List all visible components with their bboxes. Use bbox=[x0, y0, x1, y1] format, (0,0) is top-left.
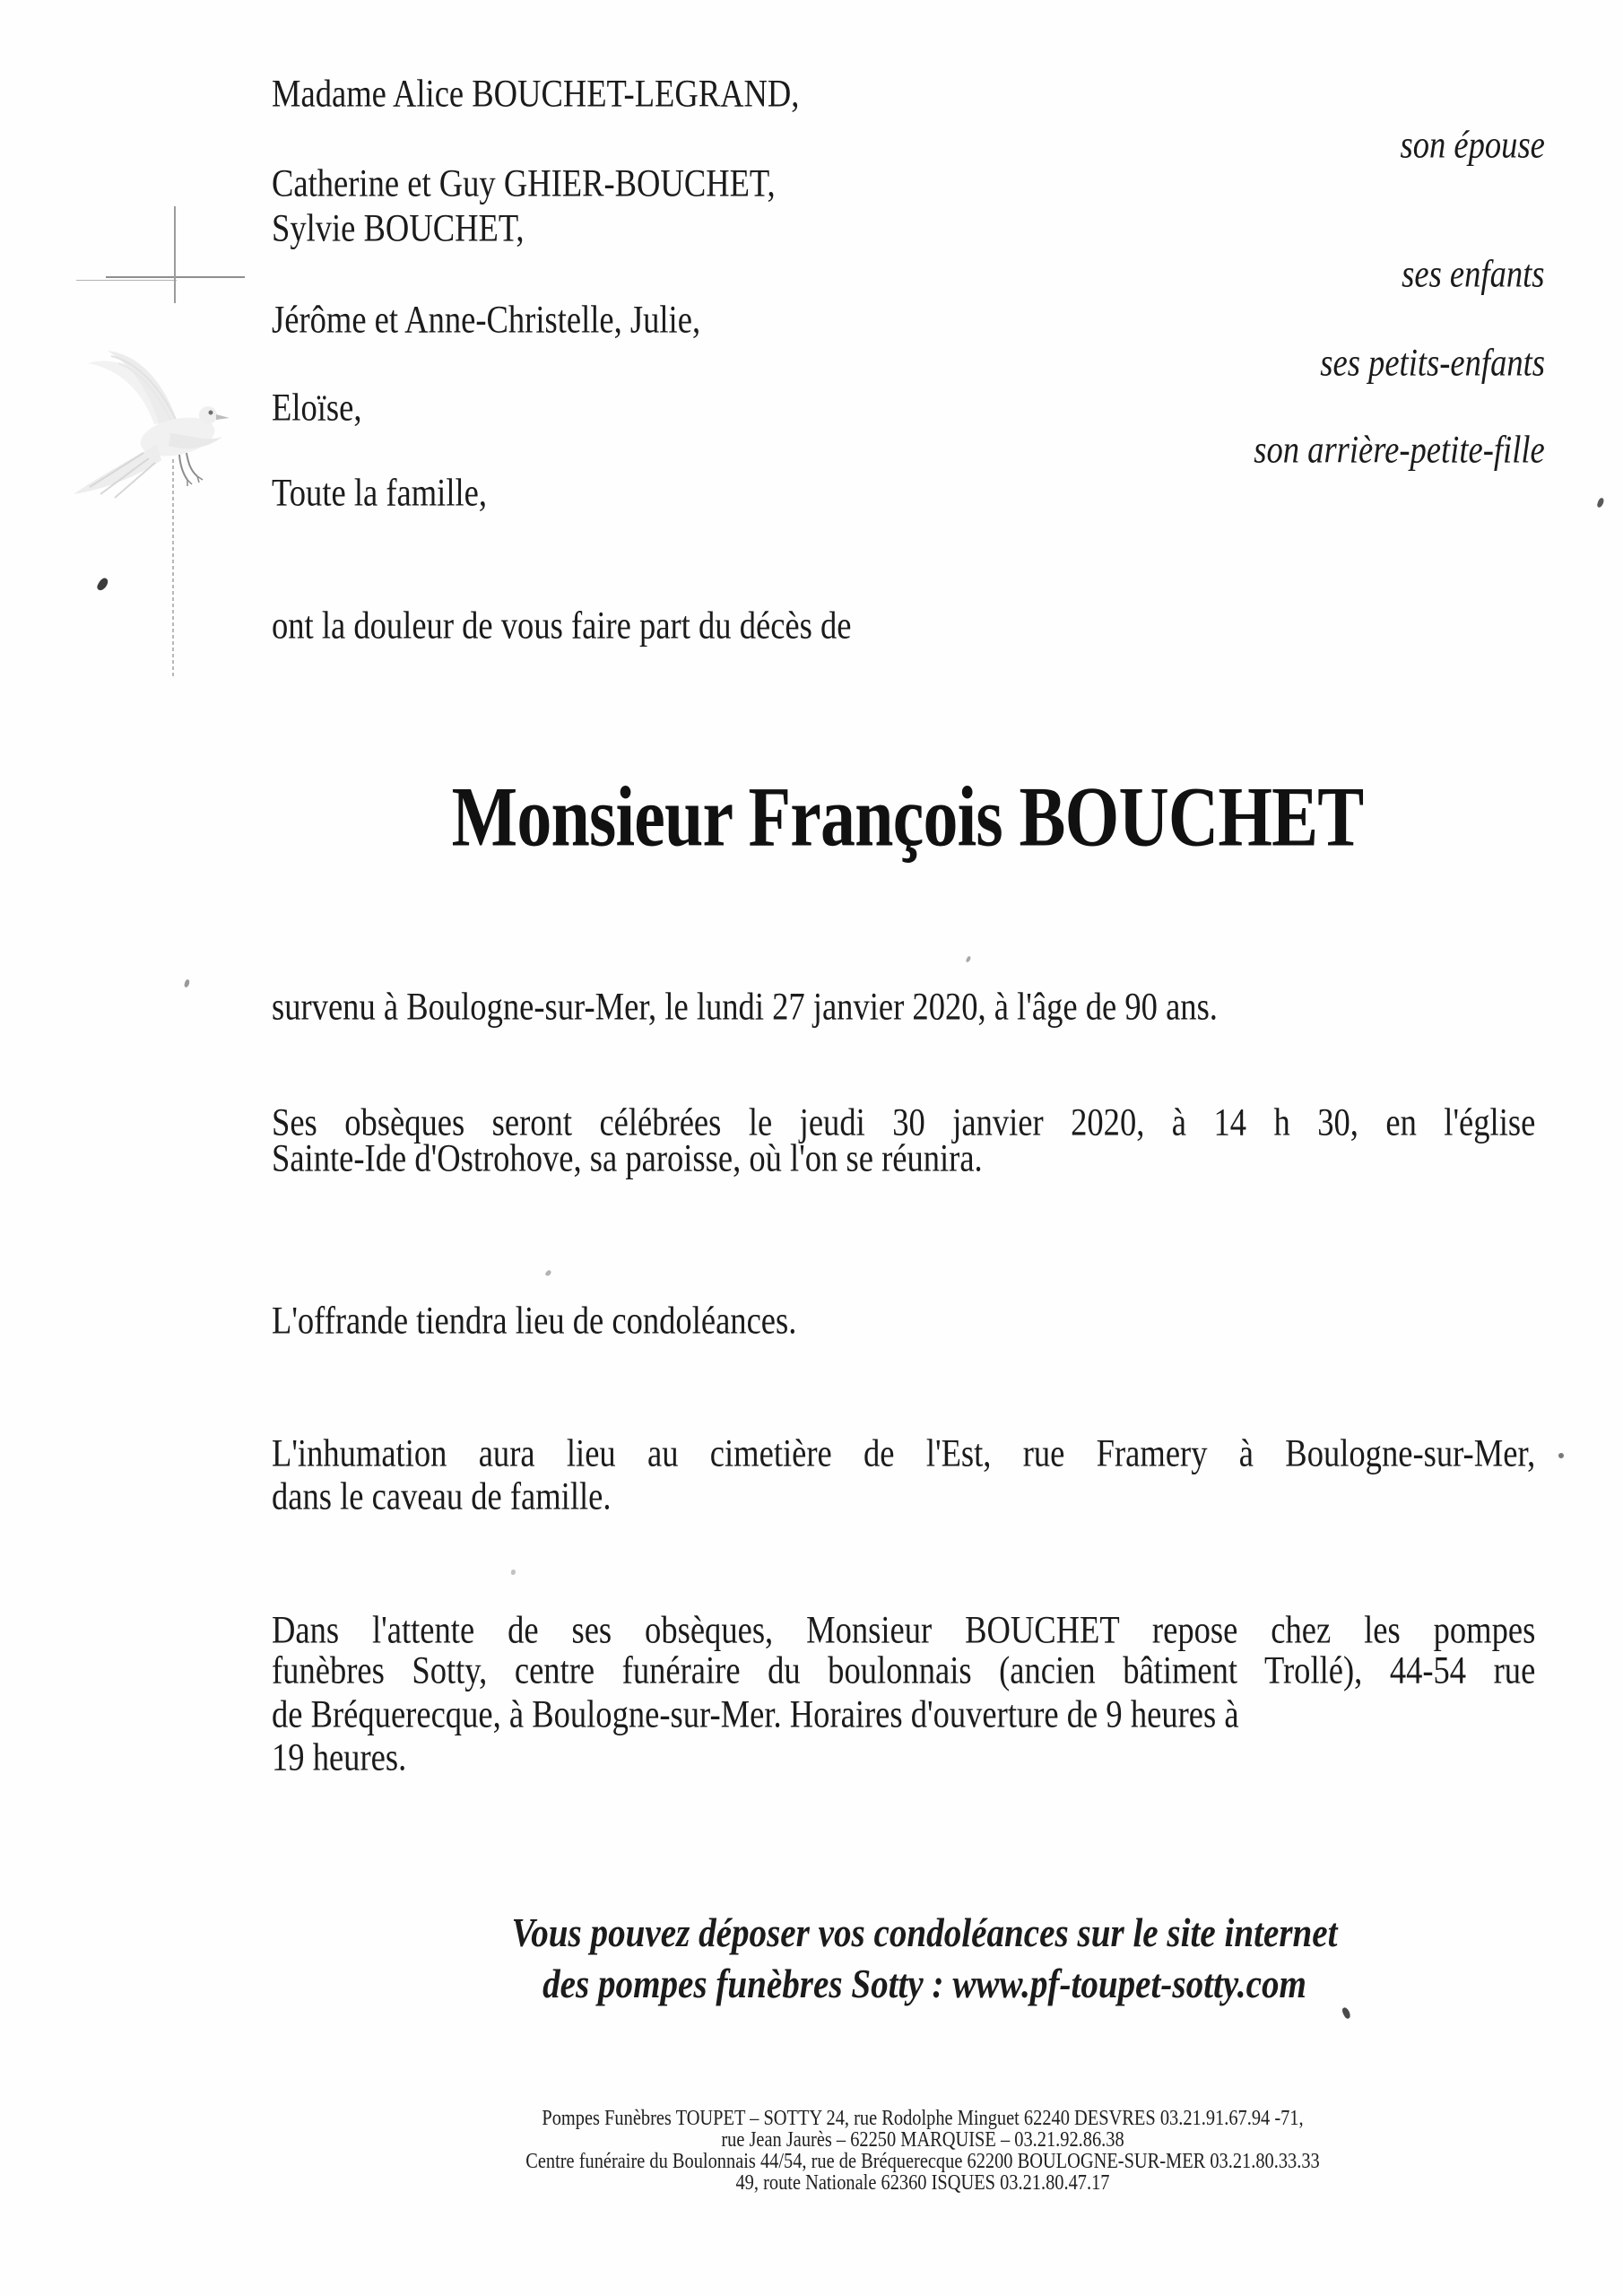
dove-image bbox=[72, 327, 269, 520]
family-line-children-1: Catherine et Guy GHIER-BOUCHET, bbox=[272, 162, 776, 205]
family-line-wife: Madame Alice BOUCHET-LEGRAND, bbox=[272, 73, 800, 116]
footer-line-4: 49, route Nationale 62360 ISQUES 03.21.80.47.17 bbox=[735, 2171, 1110, 2195]
death-details-line: survenu à Boulogne-sur-Mer, le lundi 27 janvier 2020, à l'âge de 90 ans. bbox=[272, 986, 1218, 1029]
footer-line-2: rue Jean Jaurès – 62250 MARQUISE – 03.21.92.86.38 bbox=[721, 2128, 1124, 2152]
funeral-line-1: Ses obsèques seront célébrées le jeudi 30 janvier 2020, à 14 h 30, en l'église bbox=[272, 1101, 1536, 1144]
scan-speck-above-offering bbox=[544, 1269, 551, 1277]
family-line-whole-family: Toute la famille, bbox=[272, 472, 488, 515]
scan-speck-left-margin bbox=[184, 979, 190, 988]
repose-line-1: Dans l'attente de ses obsèques, Monsieur BOUCHET repose chez les pompes bbox=[272, 1609, 1536, 1652]
footer-line-3: Centre funéraire du Boulonnais 44/54, rue de Bréquerecque 62200 BOULOGNE-SUR-MER 03.21.80.33.33 bbox=[525, 2150, 1320, 2173]
offering-line: L'offrande tiendra lieu de condoléances. bbox=[272, 1300, 797, 1343]
condolence-note-line-1: Vous pouvez déposer vos condoléances sur le site internet bbox=[511, 1909, 1338, 1955]
condolence-note-line-2: des pompes funèbres Sotty : www.pf-toupet-sotty.com bbox=[542, 1961, 1306, 2006]
announcement-line: ont la douleur de vous faire part du décès de bbox=[272, 604, 852, 648]
scan-speck-below-note bbox=[1341, 2006, 1351, 2020]
dove-string-line bbox=[172, 459, 174, 679]
scan-speck-right-margin bbox=[1596, 497, 1604, 508]
scan-speck-above-date bbox=[966, 955, 972, 962]
relation-spouse: son épouse bbox=[1400, 124, 1545, 167]
footer-line-1: Pompes Funèbres TOUPET – SOTTY 24, rue Rodolphe Minguet 62240 DESVRES 03.21.91.67.94 -71, bbox=[542, 2107, 1304, 2130]
scan-speck-mid-page bbox=[511, 1570, 516, 1575]
scan-speck-comma bbox=[96, 577, 110, 592]
relation-children: ses enfants bbox=[1402, 253, 1545, 296]
registration-cross-horizontal-ghost bbox=[76, 280, 177, 281]
repose-line-3: de Bréquerecque, à Boulogne-sur-Mer. Horaires d'ouverture de 9 heures à bbox=[272, 1693, 1239, 1736]
repose-line-4: 19 heures. bbox=[272, 1736, 407, 1779]
family-line-children-2: Sylvie BOUCHET, bbox=[272, 207, 525, 250]
relation-great-granddaughter: son arrière-petite-fille bbox=[1254, 429, 1545, 472]
scan-speck-after-burial-line bbox=[1558, 1453, 1564, 1458]
relation-grandchildren: ses petits-enfants bbox=[1320, 342, 1545, 385]
family-line-grandchildren: Jérôme et Anne-Christelle, Julie, bbox=[272, 299, 701, 342]
repose-line-2: funèbres Sotty, centre funéraire du boulonnais (ancien bâtiment Trollé), 44-54 rue bbox=[272, 1649, 1536, 1692]
burial-line-2: dans le caveau de famille. bbox=[272, 1475, 612, 1518]
family-line-great-granddaughter: Eloïse, bbox=[272, 387, 362, 430]
funeral-line-2: Sainte-Ide d'Ostrohove, sa paroisse, où l'on se réunira. bbox=[272, 1137, 983, 1180]
registration-cross-vertical bbox=[174, 206, 176, 303]
deceased-name-title: Monsieur François BOUCHET bbox=[451, 769, 1364, 865]
burial-line-1: L'inhumation aura lieu au cimetière de l'Est, rue Framery à Boulogne-sur-Mer, bbox=[272, 1432, 1536, 1475]
